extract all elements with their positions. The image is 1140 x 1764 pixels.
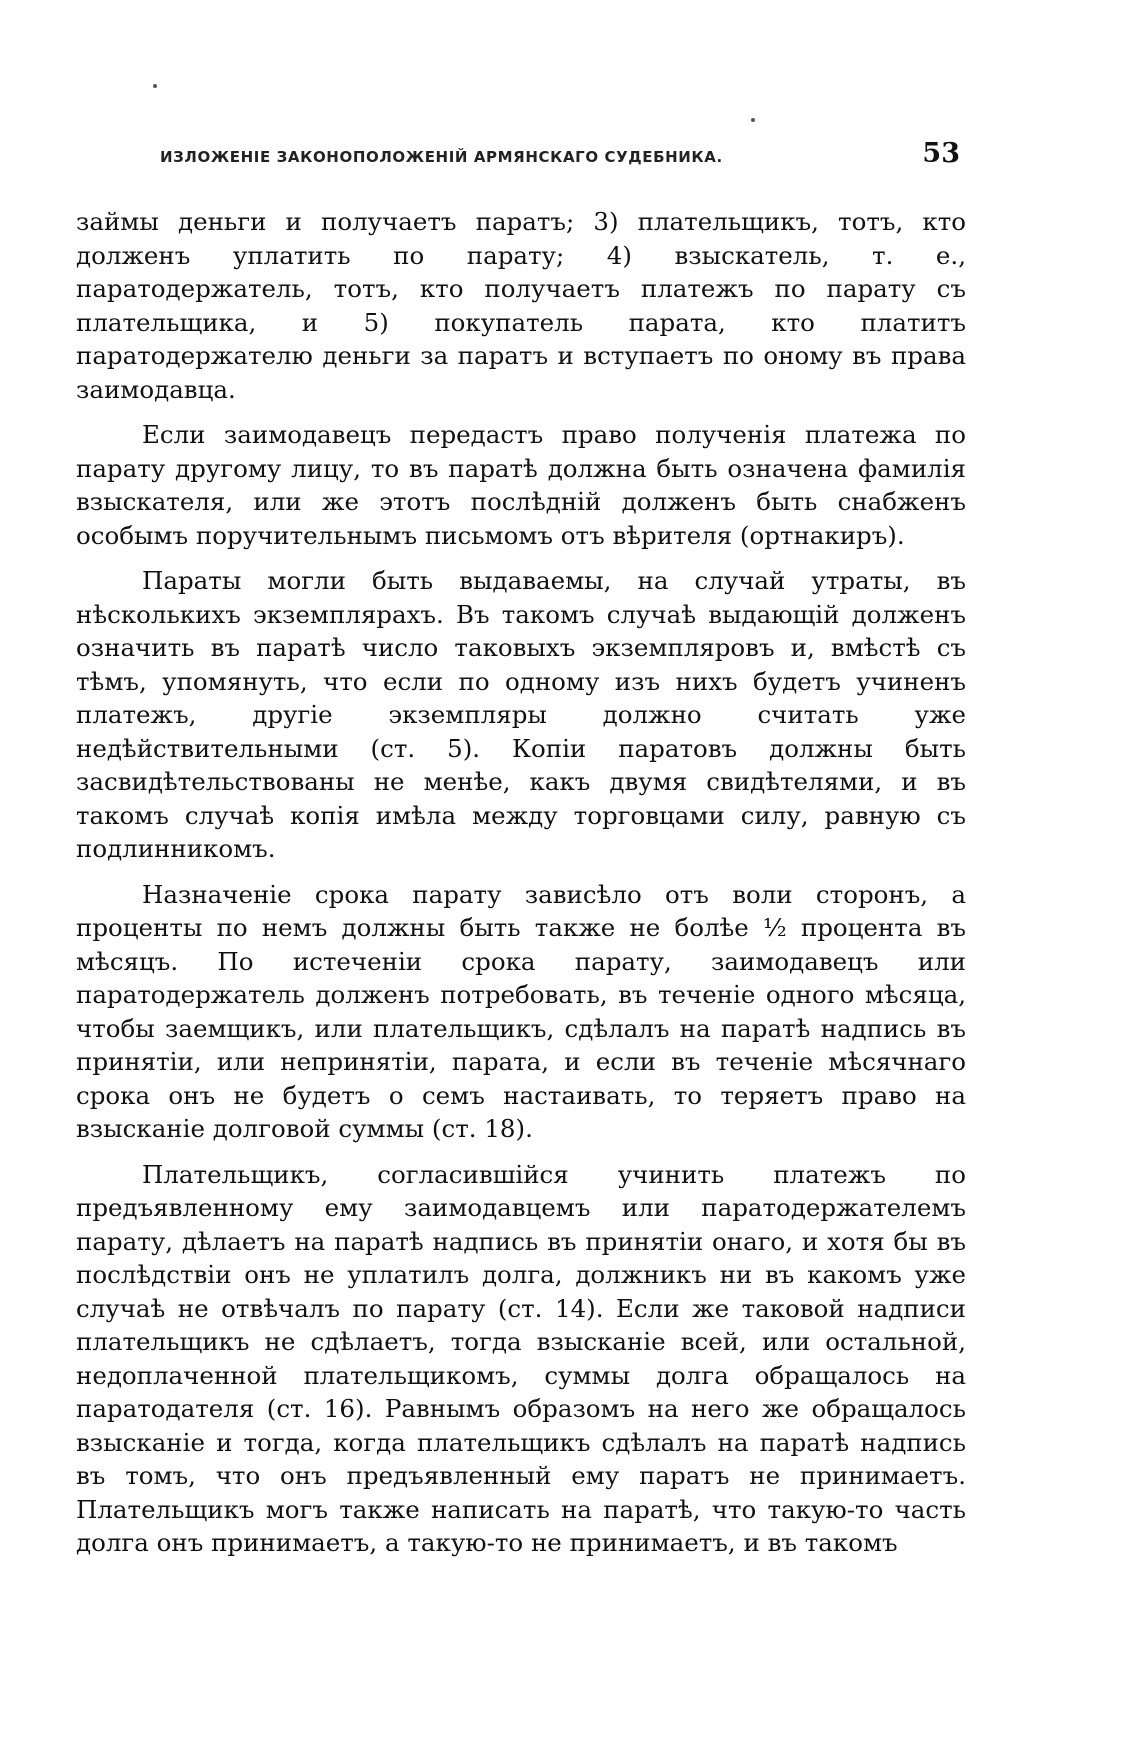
paragraph: Если заимодавецъ передастъ право полученія платежа по парату другому лицу, то въ паратѣ должна быть означена фамилія взыскателя, или же этотъ послѣдній долженъ быть снабженъ особымъ поручительнымъ письмомъ отъ вѣрителя (ортнакиръ). — [76, 420, 966, 550]
ink-speck — [751, 118, 755, 122]
paragraph: Назначеніе срока парату зависѣло отъ воли сторонъ, а проценты по немъ должны быть также не болѣе ½ процента въ мѣсяцъ. По истеченіи срока парату, заимодавецъ или паратодержатель долженъ потребовать, въ теченіе одного мѣсяца, чтобы заемщикъ, или плательщикъ, сдѣлалъ на паратѣ надпись въ принятіи, или непринятіи, парата, и если въ теченіе мѣсячнаго срока онъ не будетъ о семъ настаивать, то теряетъ право на взысканіе долговой суммы (ст. 18). — [76, 879, 966, 1143]
paragraph: Плательщикъ, согласившійся учинить платежъ по предъявленному ему заимодавцемъ или паратодержателемъ парату, дѣлаетъ на паратѣ надпись въ принятіи онаго, и хотя бы въ послѣдствіи онъ не уплатилъ долга, должникъ ни въ какомъ уже случаѣ не отвѣчалъ по парату (ст. 14). Если же таковой надписи плательщикъ не сдѣлаетъ, тогда взысканіе всей, или остальной, недоплаченной плательщикомъ, суммы долга обращалось на паратодателя (ст. 16). Равнымъ образомъ на него же обращалось взысканіе и тогда, когда плательщикъ сдѣлалъ на паратѣ надпись въ томъ, что онъ предъявленный ему паратъ не принимаетъ. Плательщикъ могъ также написать на паратѣ, что такую-то часть долга онъ принимаетъ, а такую-то не принимаетъ, и въ такомъ — [76, 1159, 966, 1557]
paragraph: Параты могли быть выдаваемы, на случай утраты, въ нѣсколькихъ экземплярахъ. Въ такомъ случаѣ выдающій долженъ означить въ паратѣ число таковыхъ экземпляровъ и, вмѣстѣ съ тѣмъ, упомянуть, что если по одному изъ нихъ будетъ учиненъ платежъ, другіе экземпляры должно считать уже недѣйствительными (ст. 5). Копіи паратовъ должны быть засвидѣтельствованы не менѣе, какъ двумя свидѣтелями, и въ такомъ случаѣ копія имѣла между торговцами силу, равную съ подлинникомъ. — [76, 566, 966, 863]
running-title: ИЗЛОЖЕНІЕ ЗАКОНОПОЛОЖЕНІЙ АРМЯНСКАГО СУДЕБНИКА. — [160, 148, 723, 166]
paragraph: займы деньги и получаетъ паратъ; 3) плательщикъ, тотъ, кто долженъ уплатить по парату; 4) взыскатель, т. е., паратодержатель, тотъ, кто получаетъ платежъ по парату съ плательщика, и 5) покупатель парата, кто платитъ паратодержателю деньги за паратъ и вступаетъ по оному въ права заимодавца. — [76, 207, 966, 404]
ink-speck — [153, 84, 157, 88]
body-text — [76, 205, 966, 1572]
page-number: 53 — [922, 138, 960, 169]
running-head — [160, 138, 960, 168]
